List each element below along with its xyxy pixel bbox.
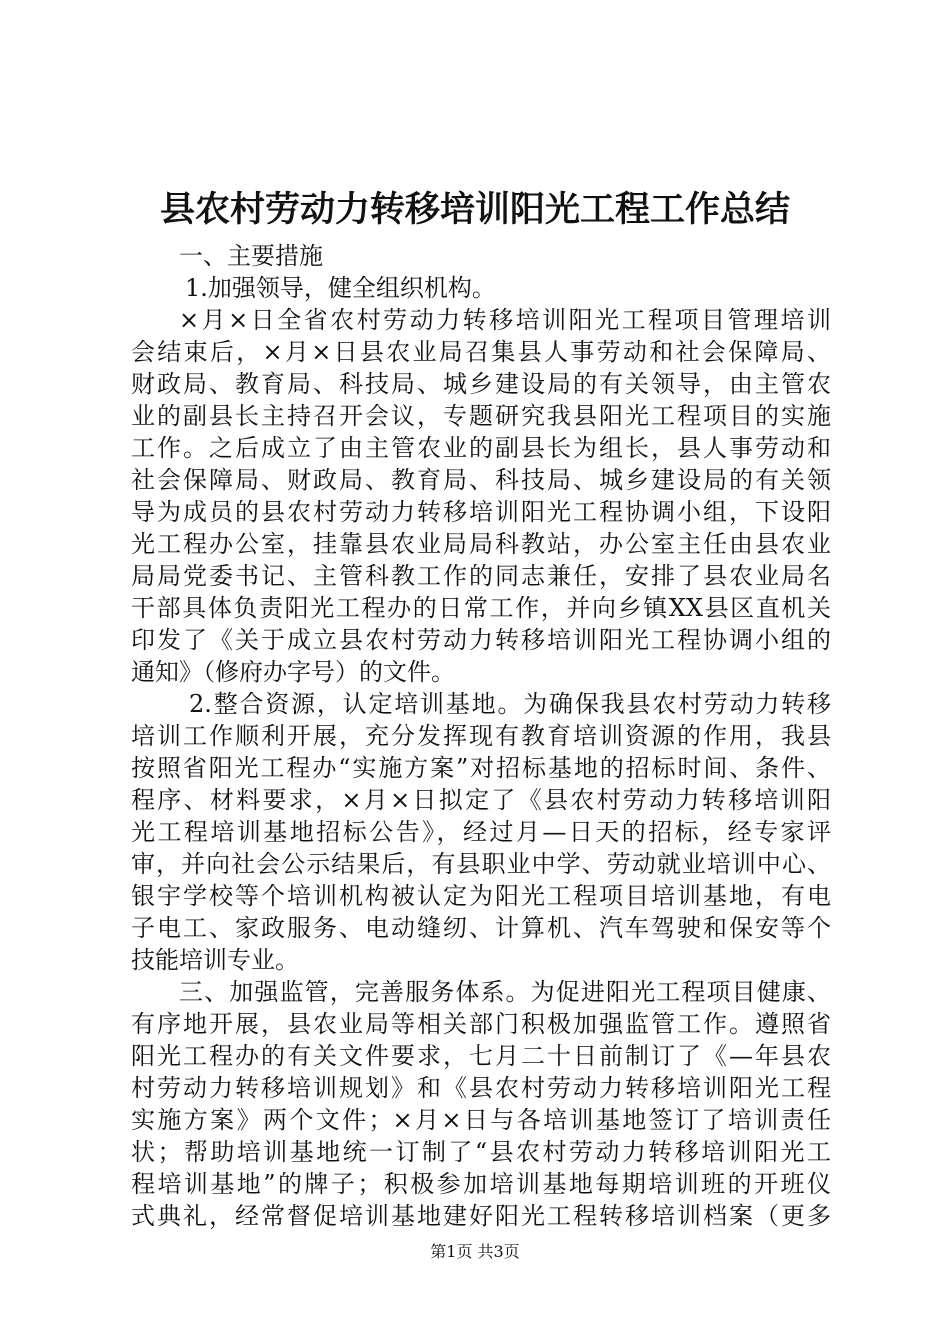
- body-line: 工作。之后成立了由主管农业的副县长为组长，县人事劳动和: [131, 434, 831, 462]
- body-line: 业的副县长主持召开会议，专题研究我县阳光工程项目的实施: [131, 402, 831, 430]
- body-line: 导为成员的县农村劳动力转移培训阳光工程协调小组，下设阳: [131, 498, 831, 526]
- body-line: 干部具体负责阳光工程办的日常工作，并向乡镇XX县区直机关: [131, 594, 831, 622]
- body-line: 技能培训专业。: [131, 946, 299, 974]
- body-line: 有序地开展，县农业局等相关部门积极加强监管工作。遵照省: [131, 1010, 831, 1038]
- body-line: 财政局、教育局、科技局、城乡建设局的有关领导，由主管农: [131, 370, 831, 398]
- body-line: 会结束后，×月×日县农业局召集县人事劳动和社会保障局、: [131, 338, 831, 366]
- body-line: 通知》（修府办字号）的文件。: [131, 658, 455, 686]
- body-line: ×月×日全省农村劳动力转移培训阳光工程项目管理培训: [179, 306, 831, 334]
- body-line: 式典礼，经常督促培训基地建好阳光工程转移培训档案（更多: [131, 1202, 831, 1230]
- body-line: 1.加强领导，健全组织机构。: [185, 274, 496, 302]
- body-line: 光工程培训基地招标公告》，经过月—日天的招标，经专家评: [131, 818, 831, 846]
- document-body: [131, 240, 831, 1232]
- body-line: 局局党委书记、主管科教工作的同志兼任，安排了县农业局名: [131, 562, 831, 590]
- body-line: 2.整合资源，认定培训基地。为确保我县农村劳动力转移: [189, 690, 831, 718]
- body-line: 光工程办公室，挂靠县农业局局科教站，办公室主任由县农业: [131, 530, 831, 558]
- body-line: 村劳动力转移培训规划》和《县农村劳动力转移培训阳光工程: [131, 1074, 831, 1102]
- body-line: 阳光工程办的有关文件要求，七月二十日前制订了《—年县农: [131, 1042, 831, 1070]
- body-line: 子电工、家政服务、电动缝纫、计算机、汽车驾驶和保安等个: [131, 914, 831, 942]
- page-footer: 第1页 共3页: [430, 1242, 520, 1261]
- body-line: 审，并向社会公示结果后，有县职业中学、劳动就业培训中心、: [131, 850, 831, 878]
- body-line: 三、加强监管，完善服务体系。为促进阳光工程项目健康、: [179, 978, 831, 1006]
- body-line: 社会保障局、财政局、教育局、科技局、城乡建设局的有关领: [131, 466, 831, 494]
- body-line: 培训工作顺利开展，充分发挥现有教育培训资源的作用，我县: [131, 722, 831, 750]
- body-line: 按照省阳光工程办“实施方案”对招标基地的招标时间、条件、: [131, 754, 831, 782]
- body-line: 程序、材料要求，×月×日拟定了《县农村劳动力转移培训阳: [131, 786, 831, 814]
- body-line: 程培训基地”的牌子；积极参加培训基地每期培训班的开班仪: [131, 1170, 831, 1198]
- page-title: 县农村劳动力转移培训阳光工程工作总结: [159, 189, 790, 230]
- body-line: 印发了《关于成立县农村劳动力转移培训阳光工程协调小组的: [131, 626, 831, 654]
- body-line: 状；帮助培训基地统一订制了“县农村劳动力转移培训阳光工: [131, 1138, 831, 1166]
- body-line: 一、主要措施: [179, 242, 323, 270]
- body-line: 银宇学校等个培训机构被认定为阳光工程项目培训基地，有电: [131, 882, 831, 910]
- body-line: 实施方案》两个文件；×月×日与各培训基地签订了培训责任: [131, 1106, 831, 1134]
